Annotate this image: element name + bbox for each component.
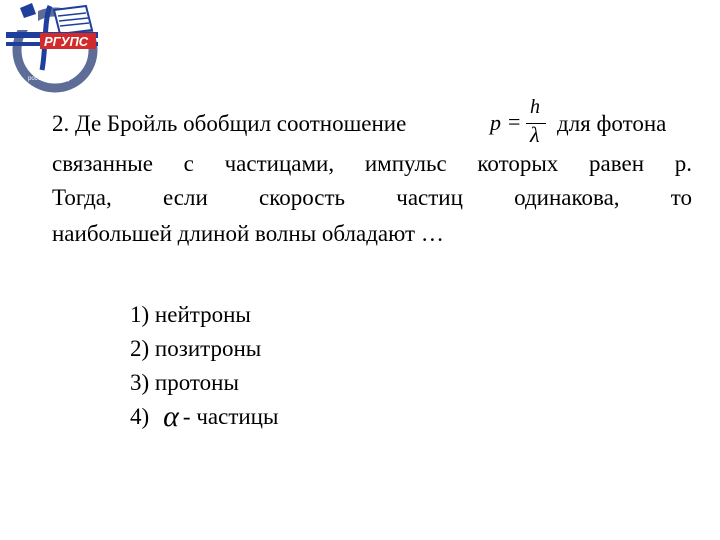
answer-option-1[interactable] bbox=[130, 298, 278, 332]
word: скорость bbox=[259, 185, 346, 210]
word: равен bbox=[589, 151, 644, 176]
word: если bbox=[163, 185, 208, 210]
question-number: 2. bbox=[52, 111, 70, 136]
question-line-2 bbox=[52, 150, 692, 178]
logo-label: РГУПС bbox=[44, 34, 89, 49]
question-text-end: для фотона bbox=[557, 111, 667, 136]
answer-option-2[interactable] bbox=[130, 332, 278, 366]
question-text-start: Де Бройль обобщил соотношение bbox=[75, 111, 407, 136]
answer-option-4[interactable] bbox=[130, 400, 278, 434]
question-line-3 bbox=[52, 184, 692, 212]
word: с bbox=[183, 151, 194, 176]
answer-text: протоны bbox=[154, 370, 239, 395]
question-line-1 bbox=[52, 110, 406, 138]
answer-number: 1) bbox=[130, 302, 150, 327]
formula-denominator: λ bbox=[530, 122, 540, 147]
answer-number: 2) bbox=[130, 336, 150, 361]
answer-list bbox=[130, 298, 278, 434]
formula-lhs: p bbox=[490, 110, 501, 135]
answer-text: - частицы bbox=[182, 404, 279, 429]
alpha-symbol: α bbox=[163, 400, 179, 433]
logo-ring-text: ростов-на-дону bbox=[28, 76, 71, 82]
word: одинакова, bbox=[514, 185, 620, 210]
answer-number: 3) bbox=[130, 370, 150, 395]
formula-numerator: h bbox=[530, 96, 540, 118]
word: то bbox=[670, 185, 692, 210]
answer-number: 4) bbox=[130, 404, 150, 429]
rgups-logo bbox=[0, 0, 110, 96]
word: частиц bbox=[396, 185, 463, 210]
de-broglie-formula bbox=[490, 96, 552, 148]
formula-equals: = bbox=[508, 109, 521, 134]
word: связанные bbox=[52, 151, 153, 176]
question-line-4: наибольшей длиной волны обладают … bbox=[52, 221, 444, 246]
answer-option-3[interactable] bbox=[130, 366, 278, 400]
word: импульс bbox=[364, 151, 447, 176]
answer-text: позитроны bbox=[154, 336, 262, 361]
word: р. bbox=[674, 151, 692, 176]
word: Тогда, bbox=[52, 185, 112, 210]
word: которых bbox=[477, 151, 559, 176]
word: частицами, bbox=[224, 151, 335, 176]
answer-text: нейтроны bbox=[154, 302, 251, 327]
